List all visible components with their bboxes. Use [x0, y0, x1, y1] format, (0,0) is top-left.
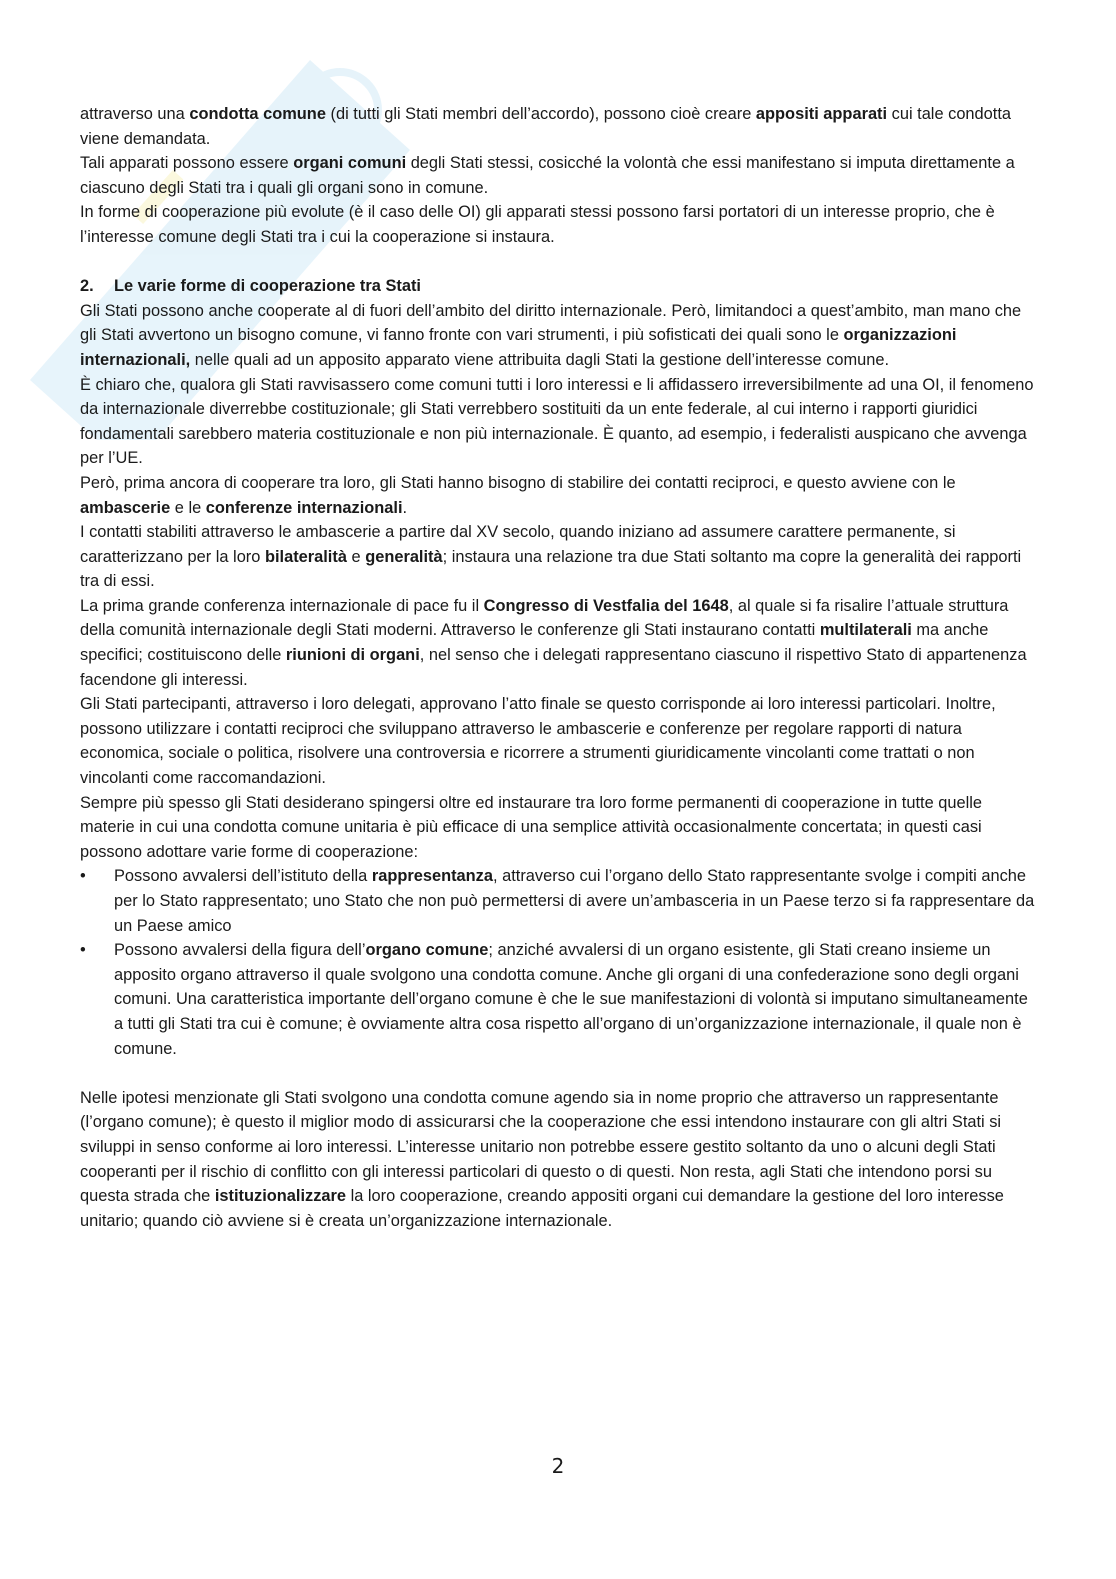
- section-number: 2.: [80, 277, 94, 296]
- bullet-list: [80, 864, 1036, 1061]
- paragraph-8: La prima grande conferenza internazionale di pace fu il Congresso di Vestfalia del 1648, al quale si fa risalire l’attuale struttura della comunità internazionale degli Stati moderni. Attraverso le conferenze gli Stati instaurano contatti multilaterali ma anche specifici; costituiscono delle riunioni di organi, nel senso che i delegati rappresentano ciascuno il rispettivo Stato di appartenenza facendone gli interessi.: [80, 596, 1027, 689]
- paragraph-3: In forme di cooperazione più evolute (è il caso delle OI) gli apparati stessi possono farsi portatori di un interesse proprio, che è l’interesse comune degli Stati tra i cui la cooperazione si instaura.: [80, 203, 995, 246]
- paragraph-6: Però, prima ancora di cooperare tra loro, gli Stati hanno bisogno di stabilire dei contatti reciproci, e questo avviene con le ambascerie e le conferenze internazionali.: [80, 473, 956, 517]
- paragraph-5: È chiaro che, qualora gli Stati ravvisassero come comuni tutti i loro interessi e li affidassero irreversibilmente ad una OI, il fenomeno da internazionale diverrebbe costituzionale; gli Stati verrebbero sostituiti da un ente federale, al cui interno i rapporti giuridici fondamentali sarebbero materia costituzionale e non più internazionale. È quanto, ad esempio, i federalisti auspicano che avvenga per l’UE.: [80, 375, 1034, 468]
- paragraph-1: attraverso una condotta comune (di tutti gli Stati membri dell’accordo), possono cioè creare appositi apparati cui tale condotta viene demandata.: [80, 105, 1012, 148]
- page-number: 2: [551, 1454, 565, 1478]
- paragraph-7: I contatti stabiliti attraverso le ambascerie a partire dal XV secolo, quando iniziano ad assumere carattere permanente, si caratterizzano per la loro bilateralità e generalità; instaura una relazione tra due Stati soltanto ma copre la generalità dei rapporti tra di essi.: [80, 523, 1022, 591]
- paragraph-2: Tali apparati possono essere organi comuni degli Stati stessi, cosicché la volontà che essi manifestano si imputa direttamente a ciascuno degli Stati tra i quali gli organi sono in comune.: [80, 154, 1015, 197]
- document-body: [80, 102, 1036, 1233]
- section-heading: [80, 274, 1036, 299]
- list-item: • Possono avvalersi della figura dell’organo comune; anziché avvalersi di un organo esistente, gli Stati creano insieme un apposito organo attraverso il quale svolgono una condotta comune. Anche gli organi di una confederazione sono degli organi comuni. Una caratteristica importante dell’organo comune è che le sue manifestazioni di volontà si imputano simultaneamente a tutti gli Stati tra cui è comune; è ovviamente altra cosa rispetto all’organo di un’organizzazione internazionale, il quale non è comune.: [80, 938, 1036, 1061]
- section-title: Le varie forme di cooperazione tra Stati: [114, 277, 421, 296]
- paragraph-4: Gli Stati possono anche cooperate al di fuori dell’ambito del diritto internazionale. Però, limitandoci a quest’ambito, man mano che gli Stati avvertono un bisogno comune, vi fanno fronte con vari strumenti, i più sofisticati dei quali sono le organizzazioni internazionali, nelle quali ad un apposito apparato viene attribuita dagli Stati la gestione dell’interesse comune.: [80, 301, 1022, 369]
- paragraph-9: Gli Stati partecipanti, attraverso i loro delegati, approvano l’atto finale se questo corrisponde ai loro interessi particolari. Inoltre, possono utilizzare i contatti reciproci che sviluppano attraverso le ambascerie e conferenze per regolare rapporti di natura economica, sociale o politica, risolvere una controversia e ricorrere a strumenti giuridicamente vincolanti come trattati o non vincolanti come raccomandazioni.: [80, 695, 996, 788]
- list-item: • Possono avvalersi dell’istituto della rappresentanza, attraverso cui l’organo dello Stato rappresentante svolge i compiti anche per lo Stato rappresentato; uno Stato che non può permettersi di avere un’ambasceria in un Paese terzo si fa rappresentare da un Paese amico: [80, 864, 1036, 938]
- paragraph-10: Sempre più spesso gli Stati desiderano spingersi oltre ed instaurare tra loro forme permanenti di cooperazione in tutte quelle materie in cui una condotta comune unitaria è più efficace di una semplice attività occasionalmente concertata; in questi casi possono adottare varie forme di cooperazione:: [80, 793, 982, 861]
- paragraph-11: Nelle ipotesi menzionate gli Stati svolgono una condotta comune agendo sia in nome proprio che attraverso un rappresentante (l’organo comune); è questo il miglior modo di assicurarsi che la cooperazione che essi intendono instaurare con gli altri Stati si sviluppi in senso conforme ai loro interessi. L’interesse unitario non potrebbe essere gestito soltanto da uno o alcuni degli Stati cooperanti per il rischio di conflitto con gli interessi particolari di questo o di questi. Non resta, agli Stati che intendono porsi su questa strada che istituzionalizzare la loro cooperazione, creando appositi organi cui demandare la gestione del loro interesse unitario; quando ciò avviene si è creata un’organizzazione internazionale.: [80, 1088, 1004, 1230]
